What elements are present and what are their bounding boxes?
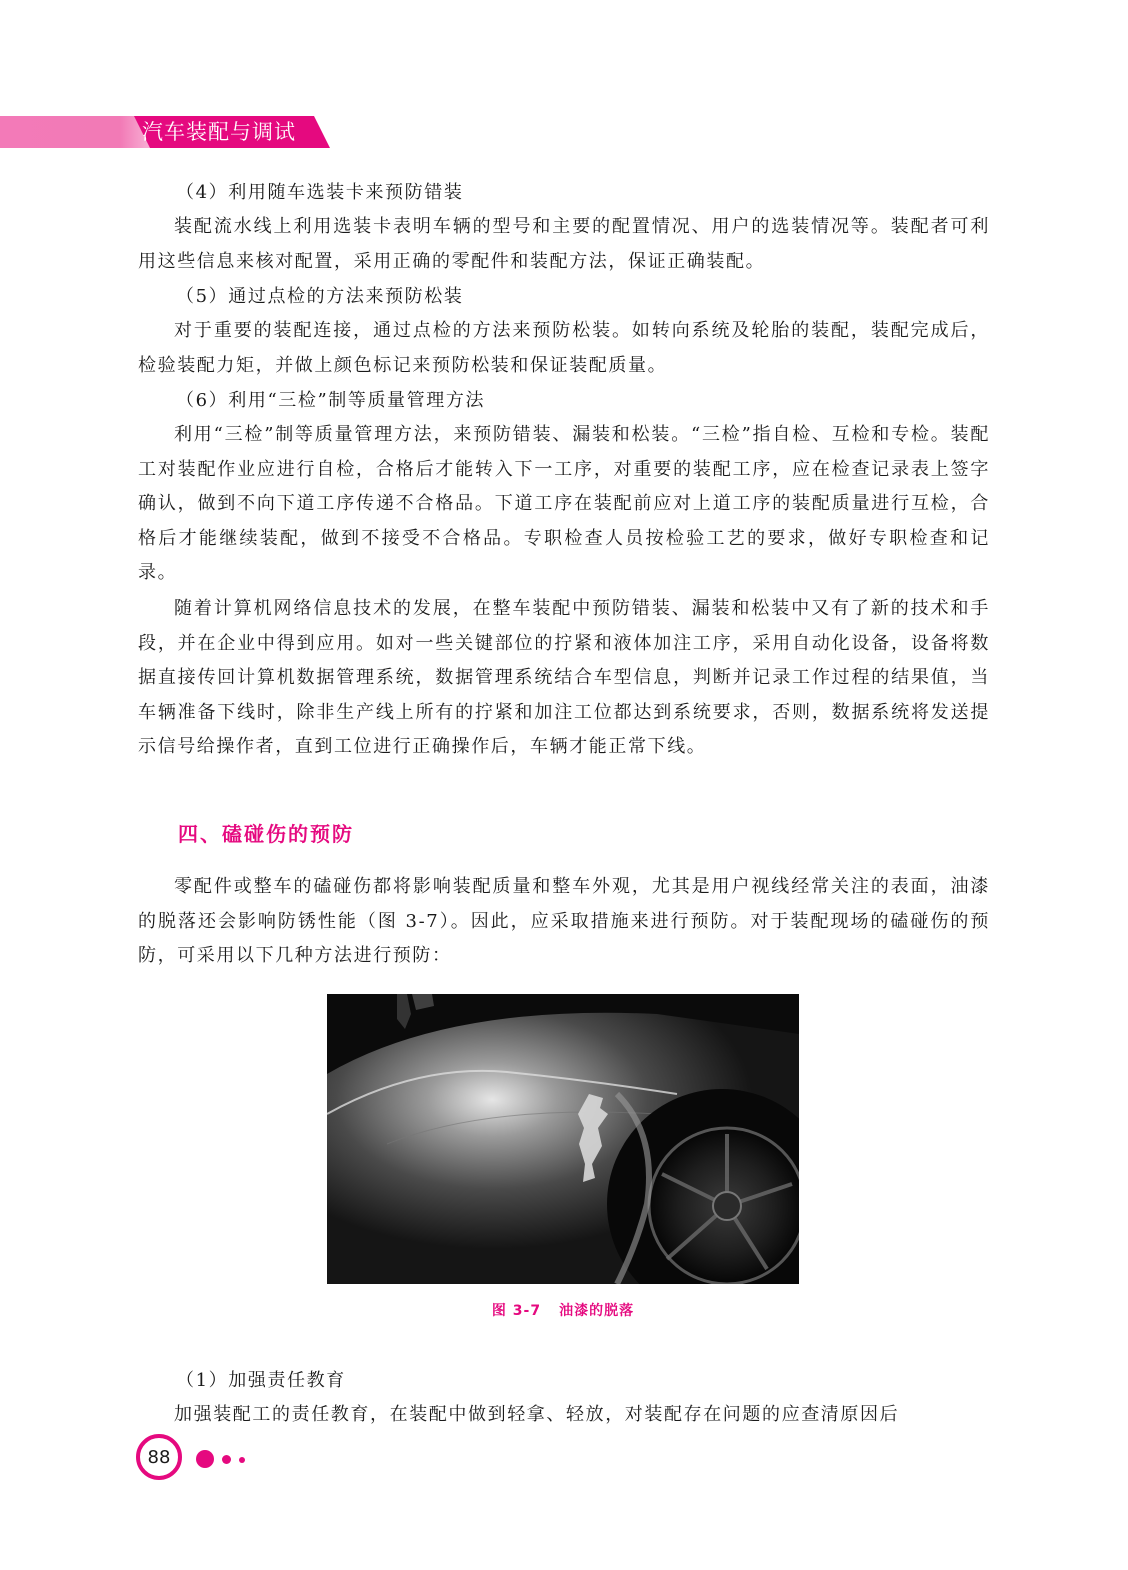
footer-dot-small-icon (239, 1457, 245, 1463)
sub1-title: （1）加强责任教育 (176, 1370, 346, 1391)
figure-caption (327, 1300, 799, 1320)
item6-body: 利用“三检”制等质量管理方法，来预防错装、漏装和松装。“三检”指自检、互检和专检。装配工对装配作业应进行自检，合格后才能转入下一工序，对重要的装配工序，应在检查记录表上签字确认，做到不向下道工序传递不合格品。下道工序在装配前应对上道工序的装配质量进行互检，合格后才能继续装配，做到不接受不合格品。专职检查人员按检验工艺的要求，做好专职检查和记录。 (138, 424, 990, 583)
book-title: 汽车装配与调试 (142, 120, 296, 144)
item5-body: 对于重要的装配连接，通过点检的方法来预防松装。如转向系统及轮胎的装配，装配完成后，检验装配力矩，并做上颜色标记来预防松装和保证装配质量。 (138, 320, 990, 376)
item5-title: （5）通过点检的方法来预防松装 (176, 286, 464, 307)
running-header (0, 116, 1128, 148)
sub1-body: 加强装配工的责任教育，在装配中做到轻拿、轻放，对装配存在问题的应查清原因后 (174, 1404, 900, 1425)
figure-label: 图 3-7 (491, 1303, 542, 1319)
section-heading: 四、磕碰伤的预防 (178, 822, 354, 846)
figure-caption-text: 油漆的脱落 (559, 1303, 635, 1319)
figure-paint-peeling-photo (327, 994, 799, 1284)
page-number: 88 (147, 1446, 171, 1468)
car-fender-photo (327, 994, 799, 1284)
header-color-strip (0, 116, 150, 148)
footer-dot-large-icon (196, 1450, 214, 1468)
footer-dot-medium-icon (222, 1455, 231, 1464)
page-number-badge (136, 1434, 182, 1480)
item6-title: （6）利用“三检”制等质量管理方法 (176, 390, 486, 411)
section-intro-paragraph: 零配件或整车的磕碰伤都将影响装配质量和整车外观，尤其是用户视线经常关注的表面，油漆的脱落还会影响防锈性能（图 3-7）。因此，应采取措施来进行预防。对于装配现场的磕碰伤的预防，可采用以下几种方法进行预防： (138, 876, 990, 966)
item4-title: （4）利用随车选装卡来预防错装 (176, 182, 464, 203)
tech-paragraph: 随着计算机网络信息技术的发展，在整车装配中预防错装、漏装和松装中又有了新的技术和手段，并在企业中得到应用。如对一些关键部位的拧紧和液体加注工序，采用自动化设备，设备将数据直接传回计算机数据管理系统，数据管理系统结合车型信息，判断并记录工作过程的结果值，当车辆准备下线时，除非生产线上所有的拧紧和加注工位都达到系统要求，否则，数据系统将发送提示信号给操作者，直到工位进行正确操作后，车辆才能正常下线。 (138, 598, 990, 757)
item4-body: 装配流水线上利用选装卡表明车辆的型号和主要的配置情况、用户的选装情况等。装配者可利用这些信息来核对配置，采用正确的零配件和装配方法，保证正确装配。 (138, 216, 990, 272)
